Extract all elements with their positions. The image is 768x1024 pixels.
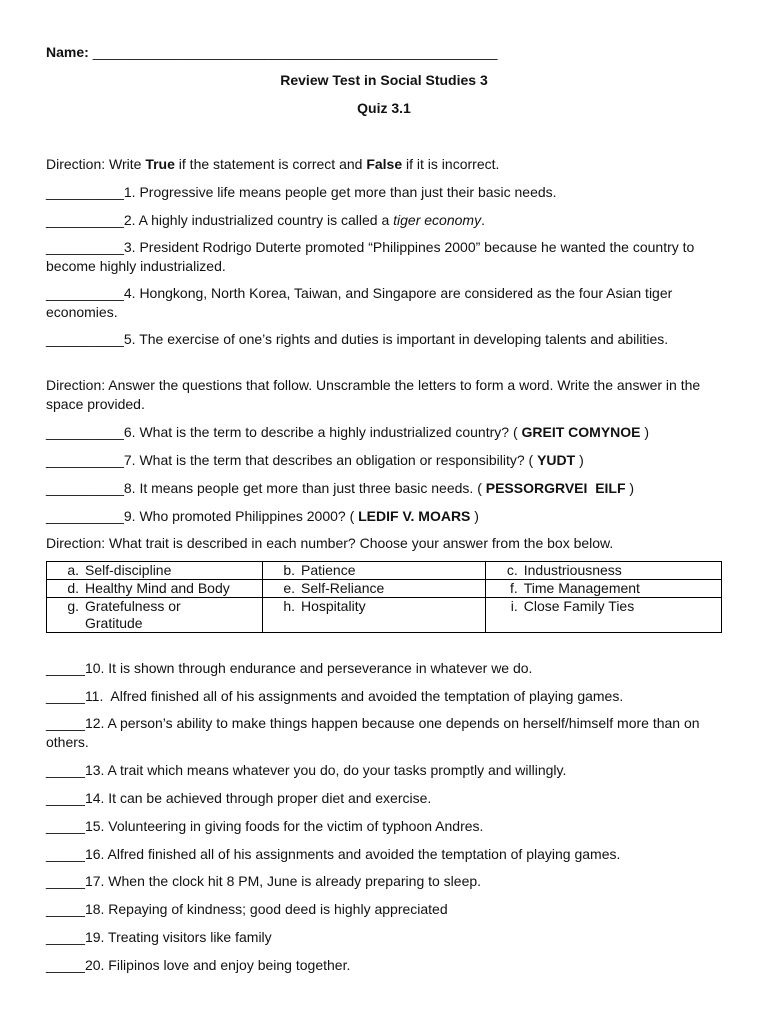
question-7: __________7. What is the term that describes an obligation or responsibility? ( YUDT )	[46, 452, 584, 468]
trait-option: Self-Reliance	[301, 580, 385, 596]
question-14: _____14. It can be achieved through proper diet and exercise.	[46, 790, 432, 806]
true-word: True	[145, 156, 175, 172]
answer-blank: __________	[46, 480, 124, 496]
question-11: _____11. Alfred finished all of his assignments and avoided the temptation of playing games.	[46, 688, 624, 704]
traits-row	[47, 562, 722, 580]
question-5: __________5. The exercise of one’s rights and duties is important in developing talents and abilities.	[46, 331, 669, 347]
trait-option: Healthy Mind and Body	[85, 580, 230, 596]
question-17: _____17. When the clock hit 8 PM, June is already preparing to sleep.	[46, 873, 482, 889]
question-19: _____19. Treating visitors like family	[46, 929, 272, 945]
question-20: _____20. Filipinos love and enjoy being together.	[46, 957, 351, 973]
scrambled-word: YUDT	[537, 452, 576, 468]
page-subtitle: Quiz 3.1	[357, 100, 411, 116]
trait-cell: b. Patience	[263, 562, 486, 580]
trait-option: Self-discipline	[85, 562, 172, 578]
answer-blank: _____	[46, 688, 85, 704]
trait-cell: e. Self-Reliance	[263, 580, 486, 598]
question-15: _____15. Volunteering in giving foods for the victim of typhoon Andres.	[46, 818, 484, 834]
trait-option: Industriousness	[523, 562, 622, 578]
trait-cell: a. Self-discipline	[47, 562, 263, 580]
traits-row	[47, 598, 722, 633]
answer-blank: __________	[46, 239, 124, 255]
answer-blank: _____	[46, 957, 85, 973]
answer-blank: _____	[46, 873, 85, 889]
trait-cell: h. Hospitality	[263, 598, 486, 633]
answer-blank: _____	[46, 660, 85, 676]
answer-blank: _____	[46, 901, 85, 917]
traits-row	[47, 580, 722, 598]
trait-option: Hospitality	[301, 598, 366, 614]
trait-cell: c. Industriousness	[485, 562, 721, 580]
answer-blank: __________	[46, 331, 124, 347]
answer-blank: __________	[46, 424, 124, 440]
trait-cell: d. Healthy Mind and Body	[47, 580, 263, 598]
trait-option: Close Family Ties	[523, 598, 635, 614]
answer-blank: _____	[46, 846, 85, 862]
direction-traits: Direction: What trait is described in each number? Choose your answer from the box below.	[46, 535, 614, 551]
answer-blank: __________	[46, 285, 124, 301]
false-word: False	[366, 156, 403, 172]
scrambled-word: LEDIF V. MOARS	[358, 508, 471, 524]
answer-blank: __________	[46, 212, 124, 228]
trait-cell: f. Time Management	[485, 580, 721, 598]
trait-cell: g. Gratefulness or Gratitude	[47, 598, 263, 633]
trait-cell: i. Close Family Ties	[485, 598, 721, 633]
trait-option: Gratefulness or Gratitude	[85, 598, 181, 631]
name-blank: ____________________________________________________	[92, 44, 498, 60]
question-2: __________2. A highly industrialized country is called a tiger economy.	[46, 212, 485, 228]
question-12: _____12. A person’s ability to make things happen because one depends on herself/himself more than on others.	[46, 715, 700, 750]
answer-blank: _____	[46, 818, 85, 834]
trait-option: Time Management	[523, 580, 640, 596]
direction-true-false: Direction: Write True if the statement is correct and False if it is incorrect.	[46, 156, 500, 172]
question-6: __________6. What is the term to describe a highly industrialized country? ( GREIT COMYNOE )	[46, 424, 650, 440]
question-18: _____18. Repaying of kindness; good deed is highly appreciated	[46, 901, 448, 917]
question-8: __________8. It means people get more than just three basic needs. ( PESSORGRVEI EILF )	[46, 480, 635, 496]
name-line	[46, 43, 498, 61]
question-1: __________1. Progressive life means people get more than just their basic needs.	[46, 184, 557, 200]
question-9: __________9. Who promoted Philippines 2000? ( LEDIF V. MOARS )	[46, 508, 479, 524]
answer-blank: _____	[46, 762, 85, 778]
answer-blank: _____	[46, 715, 85, 731]
answer-blank: __________	[46, 452, 124, 468]
question-3: __________3. President Rodrigo Duterte promoted “Philippines 2000” because he wanted the country to become highly industrialized.	[46, 239, 695, 274]
name-label: Name:	[46, 44, 89, 60]
question-16: _____16. Alfred finished all of his assignments and avoided the temptation of playing games.	[46, 846, 621, 862]
answer-blank: _____	[46, 790, 85, 806]
scrambled-word: PESSORGRVEI EILF	[485, 480, 626, 496]
answer-blank: __________	[46, 508, 124, 524]
page-title: Review Test in Social Studies 3	[280, 72, 488, 88]
question-10: _____10. It is shown through endurance and perseverance in whatever we do.	[46, 660, 533, 676]
trait-option: Patience	[301, 562, 356, 578]
direction-unscramble: Direction: Answer the questions that follow. Unscramble the letters to form a word. Write the answer in the space provided.	[46, 377, 701, 412]
scrambled-word: GREIT COMYNOE	[521, 424, 641, 440]
answer-blank: _____	[46, 929, 85, 945]
answer-blank: __________	[46, 184, 124, 200]
traits-choice-box	[46, 561, 722, 633]
question-4: __________4. Hongkong, North Korea, Taiwan, and Singapore are considered as the four Asian tiger economies.	[46, 285, 673, 320]
question-13: _____13. A trait which means whatever you do, do your tasks promptly and willingly.	[46, 762, 567, 778]
